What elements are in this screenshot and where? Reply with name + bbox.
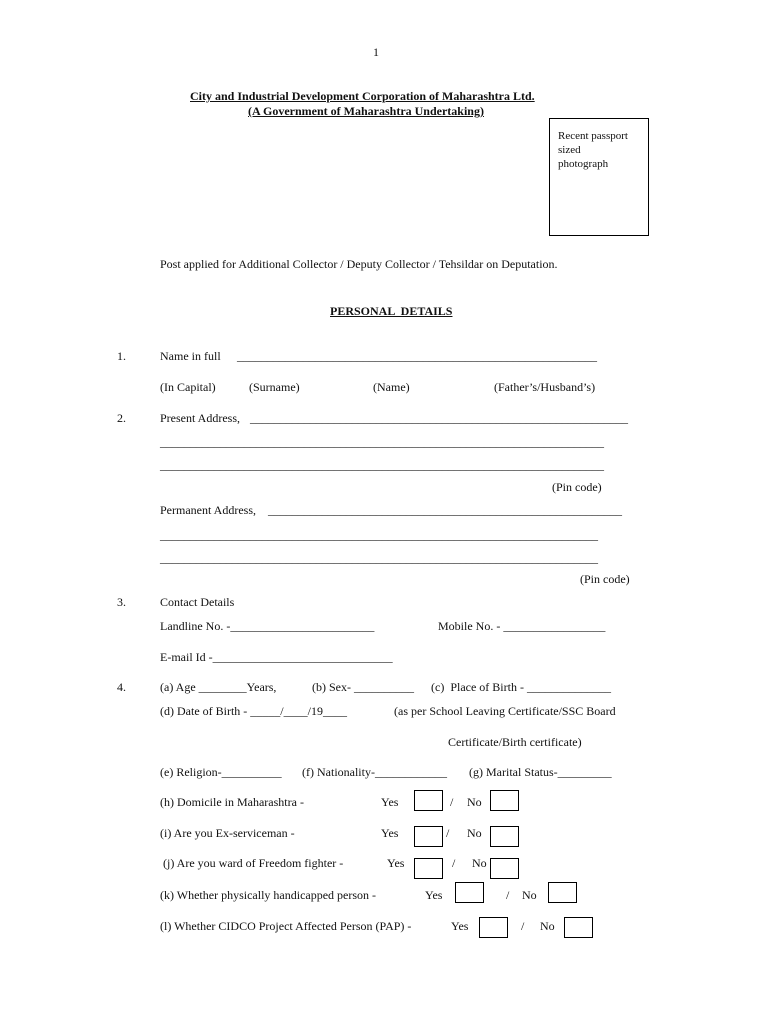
name-field[interactable]: ____________________________________________________________	[237, 349, 597, 363]
freedom-fighter-question: (j) Are you ward of Freedom fighter -	[160, 856, 344, 870]
contact-details-label: Contact Details	[160, 595, 235, 609]
handicapped-no-checkbox[interactable]	[548, 882, 577, 903]
domicile-slash: /	[450, 795, 454, 809]
pap-no-label: No	[540, 919, 555, 933]
handicapped-yes-label: Yes	[425, 888, 443, 902]
marital-status-field[interactable]: (g) Marital Status-_________	[469, 765, 612, 779]
permanent-pin-code-label: (Pin code)	[580, 572, 630, 586]
domicile-no-label: No	[467, 795, 482, 809]
post-applied-line: Post applied for Additional Collector / Deputy Collector / Tehsildar on Deputation.	[160, 257, 558, 271]
freedom-fighter-slash: /	[452, 856, 456, 870]
present-address-field-1[interactable]: _______________________________________________________________	[250, 411, 628, 425]
email-field[interactable]: E-mail Id -______________________________	[160, 650, 393, 664]
domicile-question: (h) Domicile in Maharashtra -	[160, 795, 304, 809]
pap-slash: /	[521, 919, 525, 933]
ex-serviceman-yes-label: Yes	[381, 826, 399, 840]
present-address-field-3[interactable]: __________________________________________________________________________	[160, 458, 604, 472]
section-title: PERSONAL DETAILS	[330, 304, 453, 318]
ex-serviceman-question: (i) Are you Ex-serviceman -	[160, 826, 295, 840]
permanent-address-field-3[interactable]: _________________________________________________________________________	[160, 551, 598, 565]
handicapped-yes-checkbox[interactable]	[455, 882, 484, 903]
item-number-2: 2.	[117, 411, 126, 425]
freedom-fighter-yes-label: Yes	[387, 856, 405, 870]
ex-serviceman-slash: /	[446, 826, 450, 840]
org-name: City and Industrial Development Corporation of Maharashtra Ltd.	[190, 89, 535, 103]
org-subtitle: (A Government of Maharashtra Undertaking)	[248, 104, 484, 118]
freedom-fighter-yes-checkbox[interactable]	[414, 858, 443, 879]
page-number: 1	[373, 45, 379, 59]
name-label: Name in full	[160, 349, 221, 363]
item-number-1: 1.	[117, 349, 126, 363]
date-of-birth-field[interactable]: (d) Date of Birth - _____/____/19____	[160, 704, 347, 718]
age-field[interactable]: (a) Age ________Years,	[160, 680, 277, 694]
place-of-birth-field[interactable]: (c) Place of Birth - ______________	[431, 680, 611, 694]
ex-serviceman-no-checkbox[interactable]	[490, 826, 519, 847]
freedom-fighter-no-checkbox[interactable]	[490, 858, 519, 879]
name-sub-surname: (Surname)	[249, 380, 300, 394]
domicile-yes-checkbox[interactable]	[414, 790, 443, 811]
item-number-3: 3.	[117, 595, 126, 609]
permanent-address-field-1[interactable]: ___________________________________________________________	[268, 503, 622, 517]
domicile-yes-label: Yes	[381, 795, 399, 809]
item-number-4: 4.	[117, 680, 126, 694]
landline-field[interactable]: Landline No. -________________________	[160, 619, 375, 633]
present-address-field-2[interactable]: __________________________________________________________________________	[160, 435, 604, 449]
permanent-address-field-2[interactable]: _________________________________________________________________________	[160, 528, 598, 542]
pap-yes-checkbox[interactable]	[479, 917, 508, 938]
handicapped-question: (k) Whether physically handicapped person -	[160, 888, 377, 902]
dob-note-line-2: Certificate/Birth certificate)	[448, 735, 582, 749]
photo-box	[549, 118, 649, 236]
name-sub-capital: (In Capital)	[160, 380, 216, 394]
freedom-fighter-no-label: No	[472, 856, 487, 870]
religion-field[interactable]: (e) Religion-__________	[160, 765, 282, 779]
domicile-no-checkbox[interactable]	[490, 790, 519, 811]
sex-field[interactable]: (b) Sex- __________	[312, 680, 414, 694]
nationality-field[interactable]: (f) Nationality-____________	[302, 765, 447, 779]
pap-no-checkbox[interactable]	[564, 917, 593, 938]
present-pin-code-label: (Pin code)	[552, 480, 602, 494]
ex-serviceman-yes-checkbox[interactable]	[414, 826, 443, 847]
dob-note-line-1: (as per School Leaving Certificate/SSC Board	[394, 704, 616, 718]
handicapped-no-label: No	[522, 888, 537, 902]
present-address-label: Present Address,	[160, 411, 240, 425]
ex-serviceman-no-label: No	[467, 826, 482, 840]
permanent-address-label: Permanent Address,	[160, 503, 256, 517]
pap-yes-label: Yes	[451, 919, 469, 933]
mobile-field[interactable]: Mobile No. - _________________	[438, 619, 606, 633]
name-sub-father: (Father’s/Husband’s)	[494, 380, 596, 394]
name-sub-name: (Name)	[373, 380, 410, 394]
photo-box-text: Recent passport sized photograph	[558, 130, 628, 170]
handicapped-slash: /	[506, 888, 510, 902]
pap-question: (l) Whether CIDCO Project Affected Person (PAP) -	[160, 919, 412, 933]
